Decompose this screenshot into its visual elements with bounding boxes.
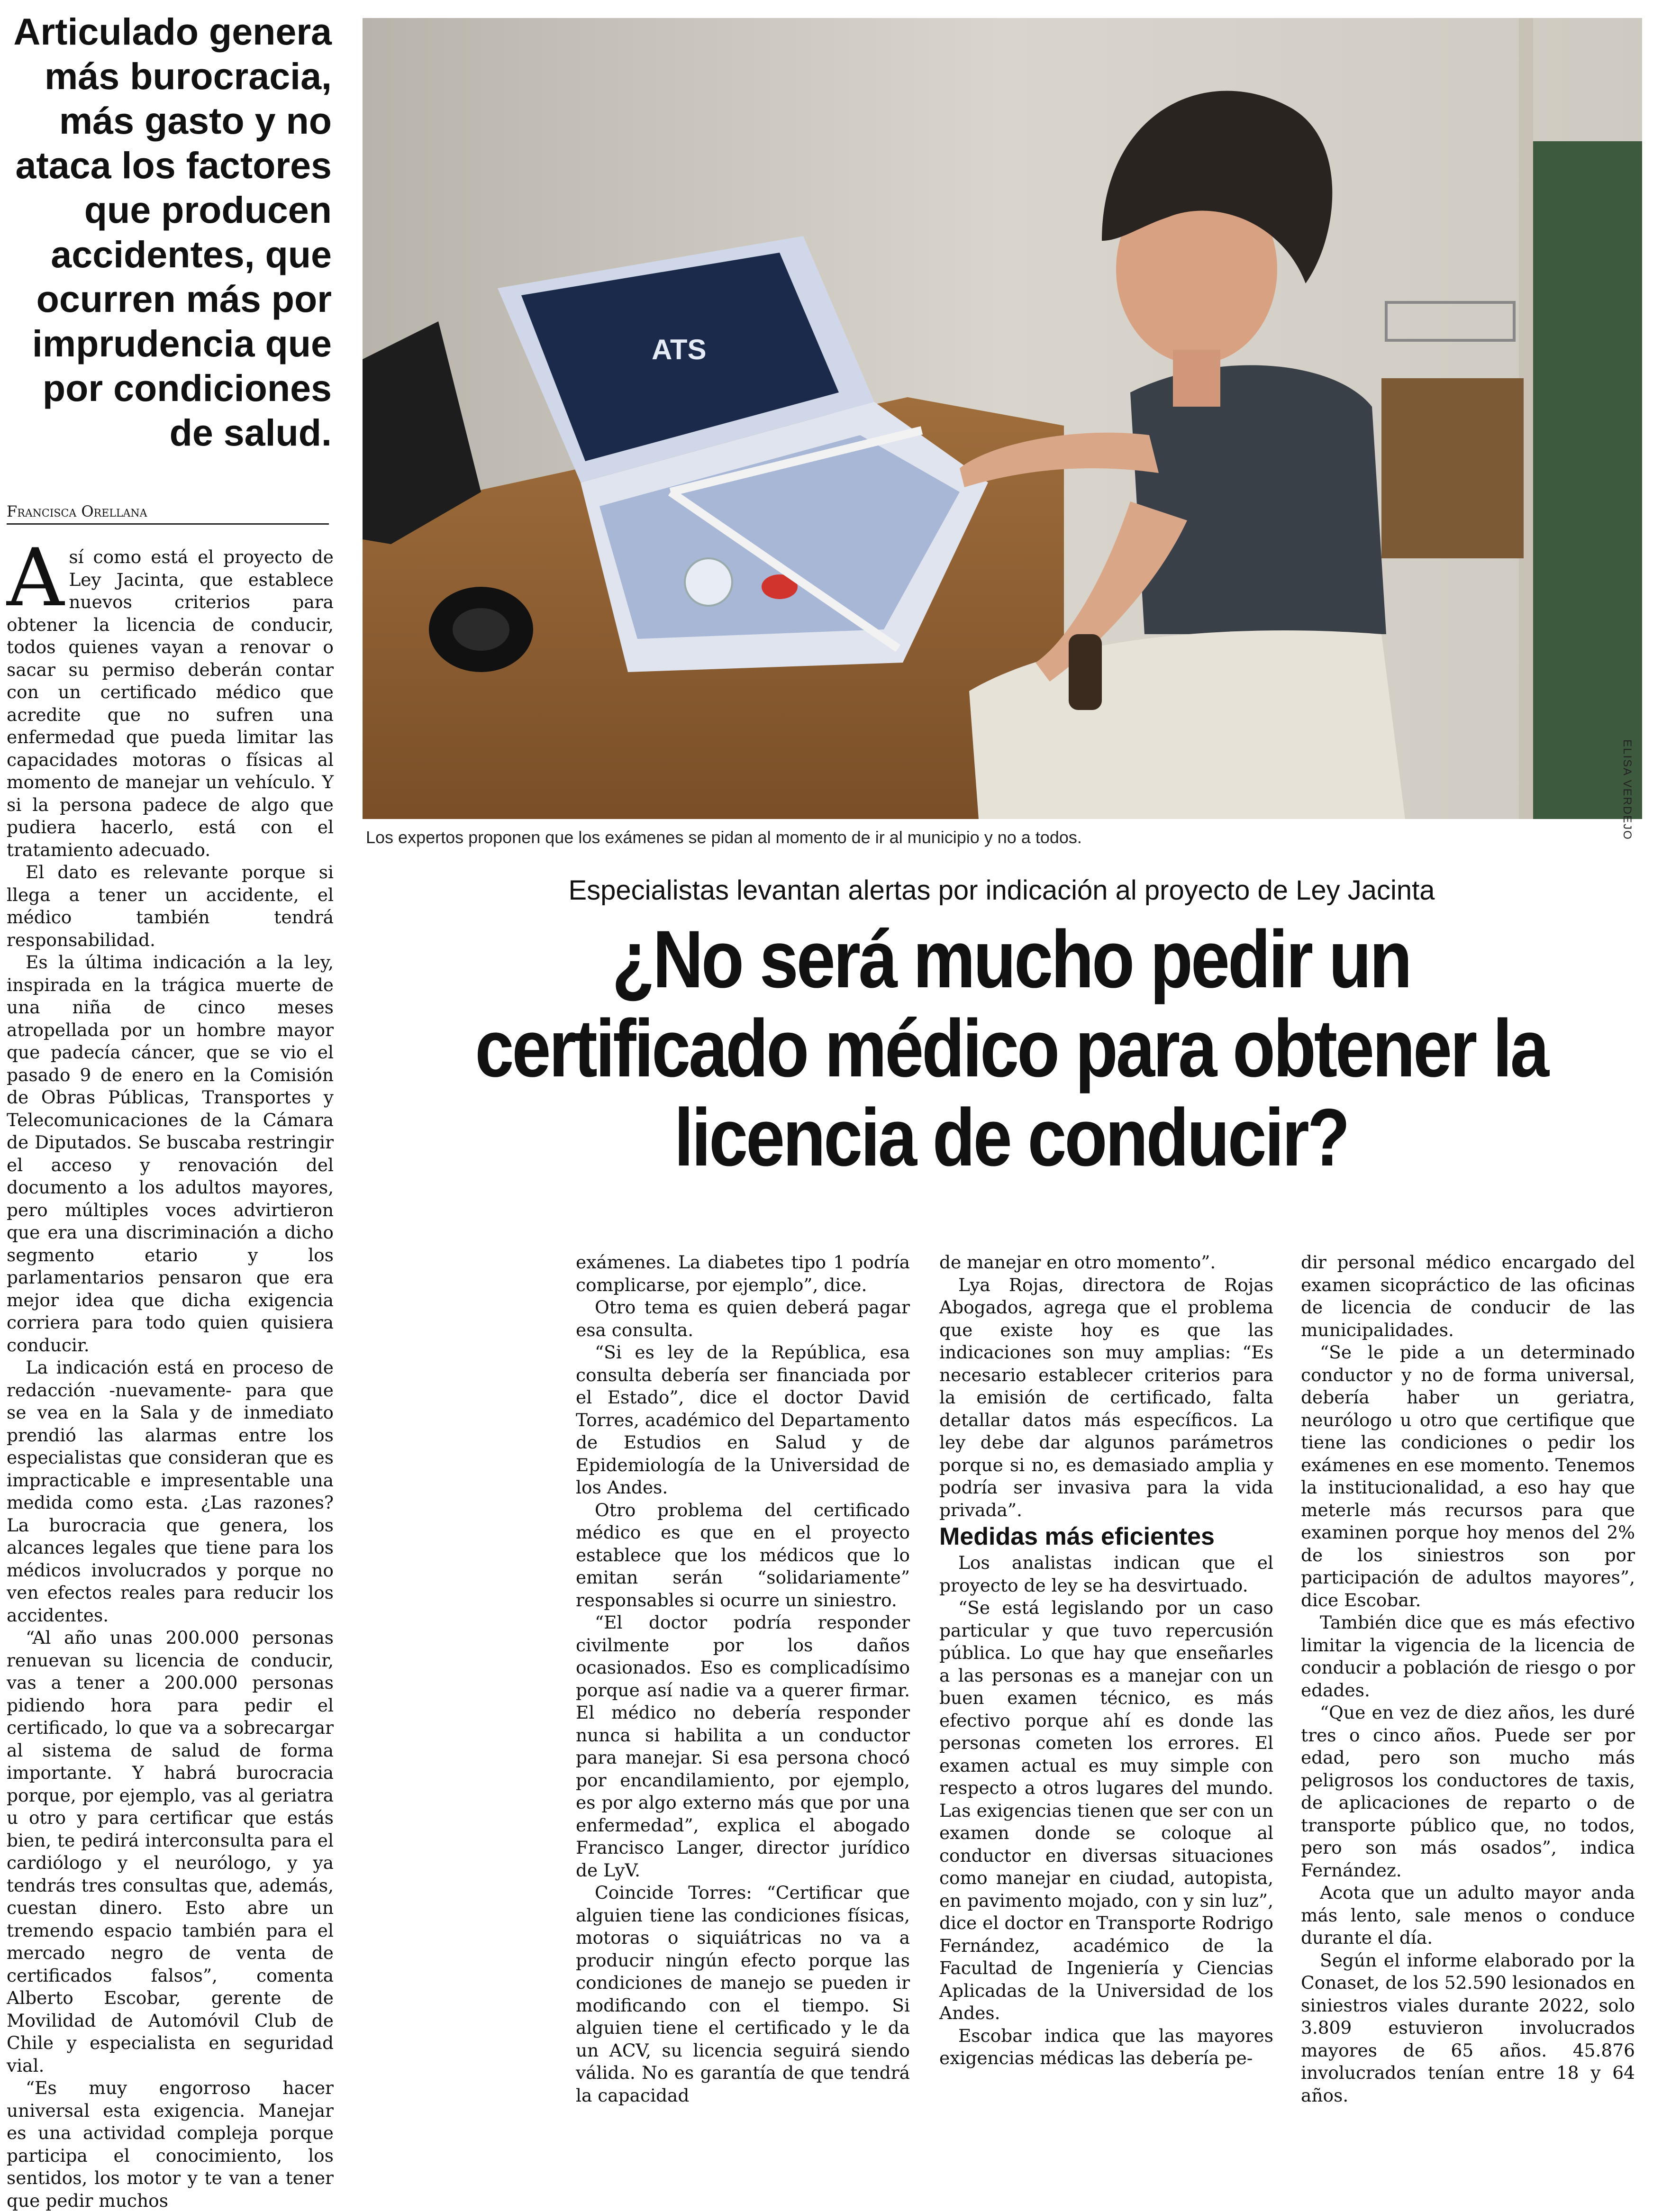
kicker: Especialistas levantan alertas por indicación al proyecto de Ley Jacinta — [568, 875, 1435, 906]
paragraph: Los analistas indican que el proyecto de ley se ha desvirtuado. — [939, 1552, 1273, 1596]
paragraph: Es la última indicación a la ley, inspirada en la trágica muerte de una niña de cinco meses atropellada por un hombre mayor que padecía cáncer, que se vio el pasado 9 de enero en la Comisión de Obras Públicas, Transportes y Telecomunicaciones de la Cámara de Diputados. Se buscaba restringir el acceso y renovación del documento a los adultos mayores, pero múltiples voces advirtieron que era una discriminación a dicho segmento etario y los parlamentarios pensaron que era mejor idea que dicha exigencia corriera para todo quien quisiera conducir. — [7, 952, 334, 1356]
headline: ¿No será mucho pedir un certificado médico para obtener la licencia de conducir? — [475, 914, 1547, 1183]
paragraph-lead: Así como está el proyecto de Ley Jacinta, que establece nuevos criterios para obtener la licencia de conducir, todos quienes vayan a renovar o sacar su permiso deberán contar con un certificado médico que acredite que no sufren una enfermedad que pueda limitar las capacidades motoras o físicas al momento de manejar un vehículo. Y si la persona padece de algo que pudiera hacerlo, está con el tratamiento adecuado. — [7, 531, 334, 860]
paragraph: Lya Rojas, directora de Rojas Abogados, agrega que el problema que existe hoy es que las indicaciones son muy amplias: “Es necesario establecer criterios para la emisión de certificado, falta detallar datos más específicos. La ley debe dar algunos parámetros porque si no, es demasiado amplia y podría ser invasiva para la vida privada”. — [939, 1274, 1273, 1520]
paragraph: Acota que un adulto mayor anda más lento, sale menos o conduce durante el día. — [1301, 1882, 1635, 1948]
pull-quote: Articulado genera más burocracia, más gasto y no ataca los factores que producen accidentes, que ocurren más por imprudencia que por condiciones de salud. — [13, 10, 332, 454]
subheading: Medidas más eficientes — [939, 1523, 1215, 1550]
paragraph: “Es muy engorroso hacer universal esta exigencia. Manejar es una actividad compleja porque participa el conocimiento, los sentidos, los motor y te van a tener que pedir muchos — [7, 2077, 334, 2211]
paragraph: Escobar indica que las mayores exigencias médicas las debería pe- — [939, 2025, 1273, 2068]
device-logo: ATS — [652, 334, 707, 365]
article-photo — [363, 18, 1642, 819]
paragraph: “Si es ley de la República, esa consulta debería ser financiada por el Estado”, dice el doctor David Torres, académico del Departamento de Estudios en Salud y de Epidemiología de la Universidad de los Andes. — [576, 1342, 910, 1498]
paragraph: “Se le pide a un determinado conductor y no de forma universal, debería haber un geriatra, neurólogo u otro que certifique que tiene las condiciones o pedir los exámenes en ese momento. Tenemos la institucionalidad, a eso hay que meterle más recursos para que examinen porque hoy menos del 2% de los siniestros son por participación de adultos mayores”, dice Escobar. — [1301, 1342, 1635, 1611]
paragraph: La indicación está en proceso de redacción -nuevamente- para que se vea en la Sala y de inmediato prendió las alarmas entre los especialistas que consideran que es impracticable e impresentable una medida como esta. ¿Las razones? La burocracia que genera, los alcances legales que tiene para los médicos involucrados y porque no ven efectos reales para reducir los accidentes. — [7, 1357, 334, 1626]
paragraph: Otro tema es quien deberá pagar esa consulta. — [576, 1297, 910, 1340]
article-column-4 — [1301, 1251, 1635, 2107]
article-column-1 — [7, 531, 334, 2212]
paragraph: Coincide Torres: “Certificar que alguien tiene las condiciones físicas, motoras o siquiátricas no va a producir ningún efecto porque las condiciones de manejo se pueden ir modificando con el tiempo. Si alguien tiene el certificado y le da un ACV, su licencia seguirá siendo válida. No es garantía de que tendrá la capacidad — [576, 1882, 910, 2106]
photo-caption: Los expertos proponen que los exámenes se pidan al momento de ir al municipio y no a todos. — [366, 828, 1082, 847]
paragraph: exámenes. La diabetes tipo 1 podría complicarse, por ejemplo”, dice. — [576, 1252, 910, 1295]
byline: Francisca Orellana — [7, 502, 329, 525]
article-column-2 — [576, 1251, 910, 2107]
photo-illustration — [363, 18, 1642, 819]
paragraph: También dice que es más efectivo limitar la vigencia de la licencia de conducir a población de riesgo o por edades. — [1301, 1612, 1635, 1701]
paragraph: El dato es relevante porque si llega a tener un accidente, el médico también tendrá responsabilidad. — [7, 862, 334, 950]
paragraph: “El doctor podría responder civilmente por los daños ocasionados. Eso es complicadísimo porque así nadie va a querer firmar. El médico no debería responder nunca si habilita a un conductor para manejar. Si esa persona chocó por encandilamiento, por ejemplo, es por algo externo más que por una enfermedad”, explica el abogado Francisco Langer, director jurídico de LyV. — [576, 1612, 910, 1881]
dropcap: A — [7, 531, 64, 624]
paragraph: Según el informe elaborado por la Conaset, de los 52.590 lesionados en siniestros viales durante 2022, solo 3.809 estuvieron involucrados mayores de 65 años. 45.876 involucrados tenían entre 18 y 64 años. — [1301, 1949, 1635, 2106]
article-column-3 — [939, 1251, 1273, 2070]
paragraph: “Que en vez de diez años, les duré tres o cinco años. Puede ser por edad, pero son mucho más peligrosos los conductores de taxis, de aplicaciones de reparto o de transporte público que, no todos, pero son más osados”, indica Fernández. — [1301, 1702, 1635, 1881]
photo-credit: ELISA VERDEJO — [1621, 739, 1634, 840]
paragraph: “Al año unas 200.000 personas renuevan su licencia de conducir, vas a tener a 200.000 personas pidiendo hora para pedir el certificado, lo que va a sobrecargar al sistema de salud de forma importante. Y habrá burocracia porque, por ejemplo, vas al geriatra u otro y para certificar que estás bien, te pedirá interconsulta para el cardiólogo y el neurólogo, y ya tendrás tres consultas que, además, cuestan dinero. Esto abre un tremendo espacio también para el mercado negro de venta de certificados falsos”, comenta Alberto Escobar, gerente de Movilidad de Automóvil Club de Chile y especialista en seguridad vial. — [7, 1627, 334, 2076]
paragraph: de manejar en otro momento”. — [939, 1252, 1216, 1273]
paragraph: “Se está legislando por un caso particular y que tuvo repercusión pública. Lo que hay que enseñarles a las personas es a manejar con un buen examen técnico, es más efectivo porque ahí es donde las personas cometen los errores. El examen actual es muy simple con respecto a otros lugares del mundo. Las exigencias tienen que ser con un examen donde se coloque al conductor en diversas situaciones como manejar en ciudad, autopista, en pavimento mojado, con y sin luz”, dice el doctor en Transporte Rodrigo Fernández, académico de la Facultad de Ingeniería y Ciencias Aplicadas de la Universidad de los Andes. — [939, 1597, 1273, 2023]
paragraph: Otro problema del certificado médico es que en el proyecto establece que los médicos que lo emitan serán “solidariamente” responsables si ocurre un siniestro. — [576, 1499, 910, 1611]
paragraph: dir personal médico encargado del examen sicopráctico de las oficinas de licencia de conducir de las municipalidades. — [1301, 1252, 1635, 1340]
